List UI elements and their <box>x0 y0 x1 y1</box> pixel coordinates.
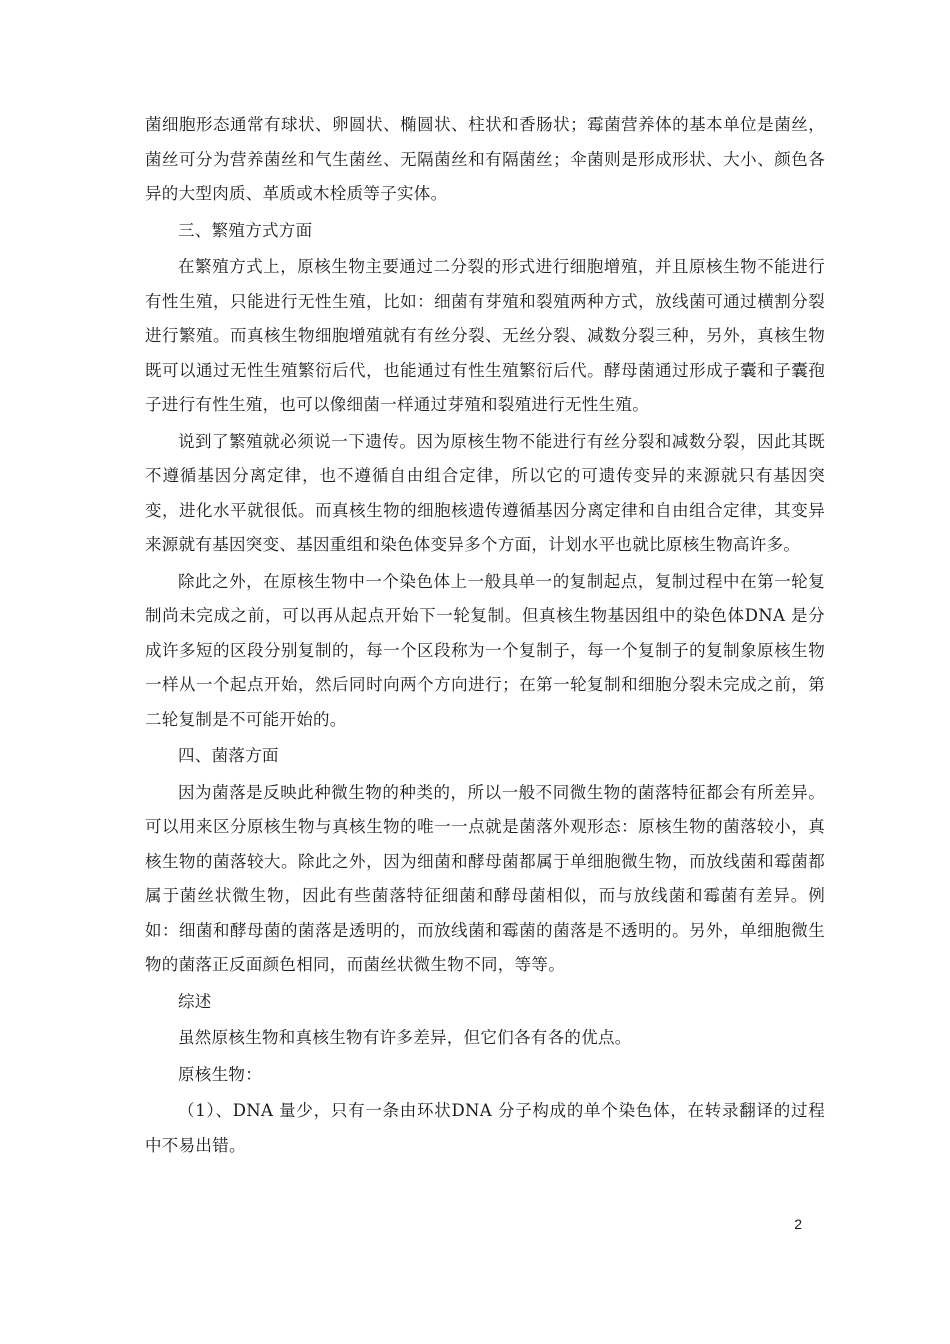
section-heading-reproduction: 三、繁殖方式方面 <box>178 220 313 240</box>
paragraph-heredity: 说到了繁殖就必须说一下遗传。因为原核生物不能进行有丝分裂和减数分裂，因此其既不遵循基因分离定律，也不遵循自由组合定律，所以它的可遗传变异的来源就只有基因突变，进化水平就很低。而真核生物的细胞核遗传遵循基因分离定律和自由组合定律，其变异来源就有基因突变、基因重组和染色体变异多个方面，计划水平也就比原核生物高许多。 <box>145 431 825 554</box>
page-number: 2 <box>794 1216 802 1232</box>
paragraph-prokaryote-1: （1）、DNA 量少，只有一条由环状DNA 分子构成的单个染色体，在转录翻译的过程中不易出错。 <box>145 1101 825 1155</box>
paragraph-summary: 虽然原核生物和真核生物有许多差异，但它们各有各的优点。 <box>178 1028 632 1047</box>
paragraph-reproduction: 在繁殖方式上，原核生物主要通过二分裂的形式进行细胞增殖，并且原核生物不能进行有性生殖，只能进行无性生殖，比如：细菌有芽殖和裂殖两种方式，放线菌可通过横割分裂进行繁殖。而真核生物细胞增殖就有有丝分裂、无丝分裂、减数分裂三种，另外，真核生物既可以通过无性生殖繁衍后代，也能通过有性生殖繁衍后代。酵母菌通过形成子囊和子囊孢子进行有性生殖，也可以像细菌一样通过芽殖和裂殖进行无性生殖。 <box>145 257 825 414</box>
paragraph-1: 菌细胞形态通常有球状、卵圆状、椭圆状、柱状和香肠状；霉菌营养体的基本单位是菌丝，菌丝可分为营养菌丝和气生菌丝、无隔菌丝和有隔菌丝；伞菌则是形成形状、大小、颜色各异的大型肉质、革质或木栓质等子实体。 <box>145 115 825 203</box>
document-page <box>145 108 825 1165</box>
paragraph-colony: 因为菌落是反映此种微生物的种类的，所以一般不同微生物的菌落特征都会有所差异。可以用来区分原核生物与真核生物的唯一一点就是菌落外观形态：原核生物的菌落较小，真核生物的菌落较大。除此之外，因为细菌和酵母菌都属于单细胞微生物，而放线菌和霉菌都属于菌丝状微生物，因此有些菌落特征细菌和酵母菌相似，而与放线菌和霉菌有差异。例如：细菌和酵母菌的菌落是透明的，而放线菌和霉菌的菌落是不透明的。另外，单细胞微生物的菌落正反面颜色相同，而菌丝状微生物不同，等等。 <box>145 782 825 974</box>
paragraph-replication: 除此之外，在原核生物中一个染色体上一般具单一的复制起点，复制过程中在第一轮复制尚未完成之前，可以再从起点开始下一轮复制。但真核生物基因组中的染色体DNA 是分成许多短的区段分别复制的，每一个区段称为一个复制子，每一个复制子的复制象原核生物一样从一个起点开始，然后同时向两个方向进行；在第一轮复制和细胞分裂未完成之前，第二轮复制是不可能开始的。 <box>145 571 825 729</box>
subheading-prokaryote: 原核生物： <box>178 1064 262 1084</box>
section-heading-colony: 四、菌落方面 <box>178 746 279 765</box>
section-heading-summary: 综述 <box>178 991 212 1011</box>
